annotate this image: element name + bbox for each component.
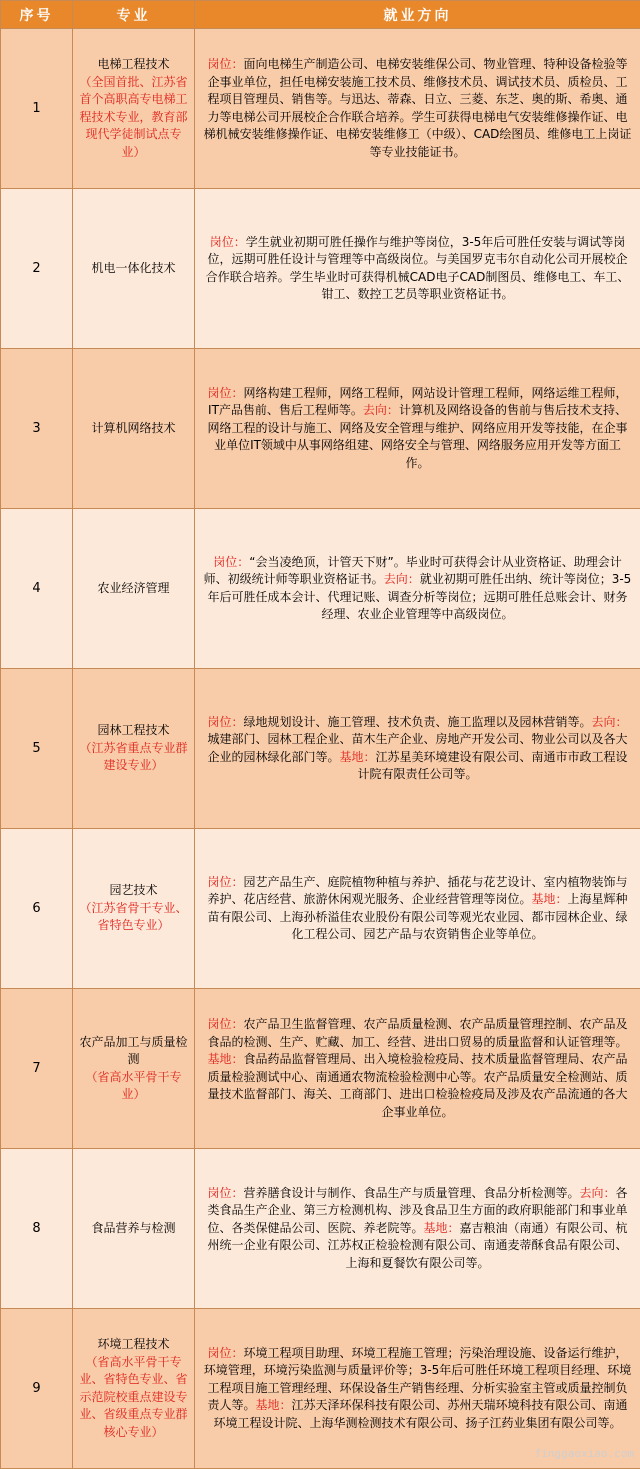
segment-label: 岗位： [207,1017,243,1031]
row-number: 7 [1,989,73,1149]
row-number: 2 [1,189,73,349]
segment-text: 江苏星美环境建设有限公司、南通市市政工程设计院有限责任公司等。 [357,750,627,782]
segment-text: 环境工程项目助理、环境工程施工管理；污染治理设施、设备运行维护，环境管理，环境污染监测与质量评价等；3-5年后可胜任环境工程项目经理、环境工程项目施工管理经理、环保设备生产销售经理、分析实验室主管或质量控制负责人等。 [204,1346,632,1413]
header-major: 专业 [73,1,195,29]
major-note: （江苏省骨干专业、省特色专业） [79,901,187,933]
direction-cell [195,509,640,669]
major-name: 农产品加工与质量检测 [79,1035,187,1067]
segment-text: 各类食品生产企业、第三方检测机构、涉及食品卫生方面的政府职能部门和事业单位、各类保健品公司、医院、养老院等。 [207,1186,627,1235]
segment-label: 岗位： [213,555,249,569]
direction-cell [195,189,640,349]
segment-text: 网络构建工程师，网络工程师，网站设计管理工程师，网络运维工程师，IT产品售前、售后工程师等。 [208,386,627,418]
segment-label: 岗位： [207,1346,243,1360]
major-cell [73,989,195,1149]
table-row [1,669,640,829]
header-direction: 就业方向 [195,1,640,29]
segment-text: 上海星辉种苗有限公司、上海孙桥溢佳农业股份有限公司等观光农业园、都市园林企业、绿化工程公司、园艺产品与农资销售企业等单位。 [207,892,627,941]
direction-cell [195,1309,640,1469]
table-row [1,829,640,989]
segment-text: 绿地规划设计、施工管理、技术负责、施工监理以及园林营销等。 [243,715,591,729]
row-number: 6 [1,829,73,989]
segment-label: 岗位： [207,386,243,400]
major-name: 电梯工程技术 [97,57,169,71]
major-note: （省高水平骨干专业、省特色专业、省示范院校重点建设专业、省级重点专业群核心专业） [79,1355,187,1439]
major-cell [73,669,195,829]
major-name: 环境工程技术 [97,1337,169,1351]
row-number: 1 [1,29,73,189]
direction-cell [195,29,640,189]
segment-label: 去向： [592,715,628,729]
segment-label: 岗位： [210,235,246,249]
major-cell [73,509,195,669]
segment-text: 面向电梯生产制造公司、电梯安装维保公司、物业管理、特种设备检验等企事业单位，担任电梯安装施工技术员、维修技术员、调试技术员、质检员、工程项目管理员、销售等。与迅达、蒂森、日立、三菱、东芝、奥的斯、希奥、通力等电梯公司开展校企合作联合培养。学生可获得电梯电气安装维修操作证、电梯机械安装维修操作证、电梯安装维修工（中级）、CAD绘图员、维修电工上岗证等专业技能证书。 [204,57,632,159]
major-cell [73,189,195,349]
table-header-row [1,1,640,29]
row-number: 4 [1,509,73,669]
direction-cell [195,349,640,509]
major-name: 农业经济管理 [97,581,169,595]
row-number: 9 [1,1309,73,1469]
segment-label: 岗位： [207,57,243,71]
table-row [1,1149,640,1309]
segment-text: 农产品卫生监督管理、农产品质量检测、农产品质量管理控制、农产品及食品的检测、生产、贮藏、加工、经营、进出口贸易的质量监督和认证管理等。 [207,1017,627,1049]
segment-text: 园艺产品生产、庭院植物种植与养护、插花与花艺设计、室内植物装饰与养护、花店经营、旅游休闲观光服务、企业经营管理等岗位。 [207,875,627,907]
row-number: 5 [1,669,73,829]
table-row [1,29,640,189]
segment-label: 基地： [423,1221,459,1235]
major-cell [73,829,195,989]
segment-label: 基地： [531,892,567,906]
segment-text: 就业初期可胜任出纳、统计等岗位；3-5年后可胜任成本会计、代理记账、调查分析等岗位；远期可胜任总账会计、财务经理、农业企业管理等中高级岗位。 [207,572,631,621]
segment-text: 嘉吉粮油（南通）有限公司、杭州统一企业有限公司、江苏权正检验检测有限公司、南通麦蒂酥食品有限公司、上海和夏餐饮有限公司等。 [207,1221,627,1270]
segment-label: 岗位： [207,715,243,729]
direction-cell [195,989,640,1149]
table-row [1,1309,640,1469]
major-cell [73,1149,195,1309]
direction-cell [195,829,640,989]
segment-label: 去向： [384,572,420,586]
watermark: finggaoxiao.com [535,1447,634,1460]
segment-label: 岗位： [207,875,243,889]
direction-cell [195,669,640,829]
header-no: 序号 [1,1,73,29]
segment-text: 城建部门、园林工程企业、苗木生产企业、房地产开发公司、物业公司以及各大企业的园林绿化部门等。 [207,732,627,764]
major-name: 园林工程技术 [97,723,169,737]
segment-label: 基地： [207,1052,243,1066]
segment-text: “会当凌绝顶，计管天下财”。毕业时可获得会计从业资格证、助理会计师、初级统计师等职业资格证书。 [204,555,622,587]
segment-label: 去向： [580,1186,616,1200]
major-name: 园艺技术 [109,883,157,897]
segment-text: 计算机及网络设备的售前与售后技术支持、网络工程的设计与施工、网络及安全管理与维护、网络应用开发等技能，在企事业单位IT领域中从事网络组建、网络安全与管理、网络服务应用开发等方面工作。 [207,403,627,470]
major-name: 计算机网络技术 [91,421,175,435]
segment-text: 学生就业初期可胜任操作与维护等岗位，3-5年后可胜任安装与调试等岗位，远期可胜任设计与管理等中高级岗位。与美国罗克韦尔自动化公司开展校企合作联合培养。学生毕业时可获得机械CAD电子CAD制图员、维修电工、车工、钳工、数控工艺员等职业资格证书。 [206,235,630,302]
row-number: 8 [1,1149,73,1309]
segment-text: 营养膳食设计与制作、食品生产与质量管理、食品分析检测等。 [243,1186,579,1200]
table-row [1,509,640,669]
major-name: 机电一体化技术 [91,261,175,275]
table-row [1,989,640,1149]
segment-label: 基地： [255,1398,291,1412]
row-number: 3 [1,349,73,509]
segment-label: 去向： [363,403,399,417]
major-cell [73,349,195,509]
major-cell [73,29,195,189]
major-note: （省高水平骨干专业） [85,1070,181,1102]
segment-label: 岗位： [207,1186,243,1200]
table-body [1,29,640,1469]
segment-label: 基地： [339,750,375,764]
major-note: （江苏省重点专业群建设专业） [79,741,187,773]
table-row [1,189,640,349]
table-row [1,349,640,509]
direction-cell [195,1149,640,1309]
segment-text: 江苏天泽环保科技有限公司、苏州天瑞环境科技有限公司、南通环境工程设计院、上海华测检测技术有限公司、扬子江药业集团有限公司等。 [213,1398,627,1430]
major-cell [73,1309,195,1469]
segment-text: 食品药品监督管理局、出入境检验检疫局、技术质量监督管理局、农产品质量检验测试中心、南通通农物流检验检测中心等。农产品质量安全检测站、质量技术监督部门、海关、工商部门、进出口检验检疫局及涉及农产品流通的各大企事业单位。 [207,1052,627,1119]
major-name: 食品营养与检测 [91,1221,175,1235]
major-note: （全国首批、江苏省首个高职高专电梯工程技术专业，教育部现代学徒制试点专业） [79,75,187,159]
